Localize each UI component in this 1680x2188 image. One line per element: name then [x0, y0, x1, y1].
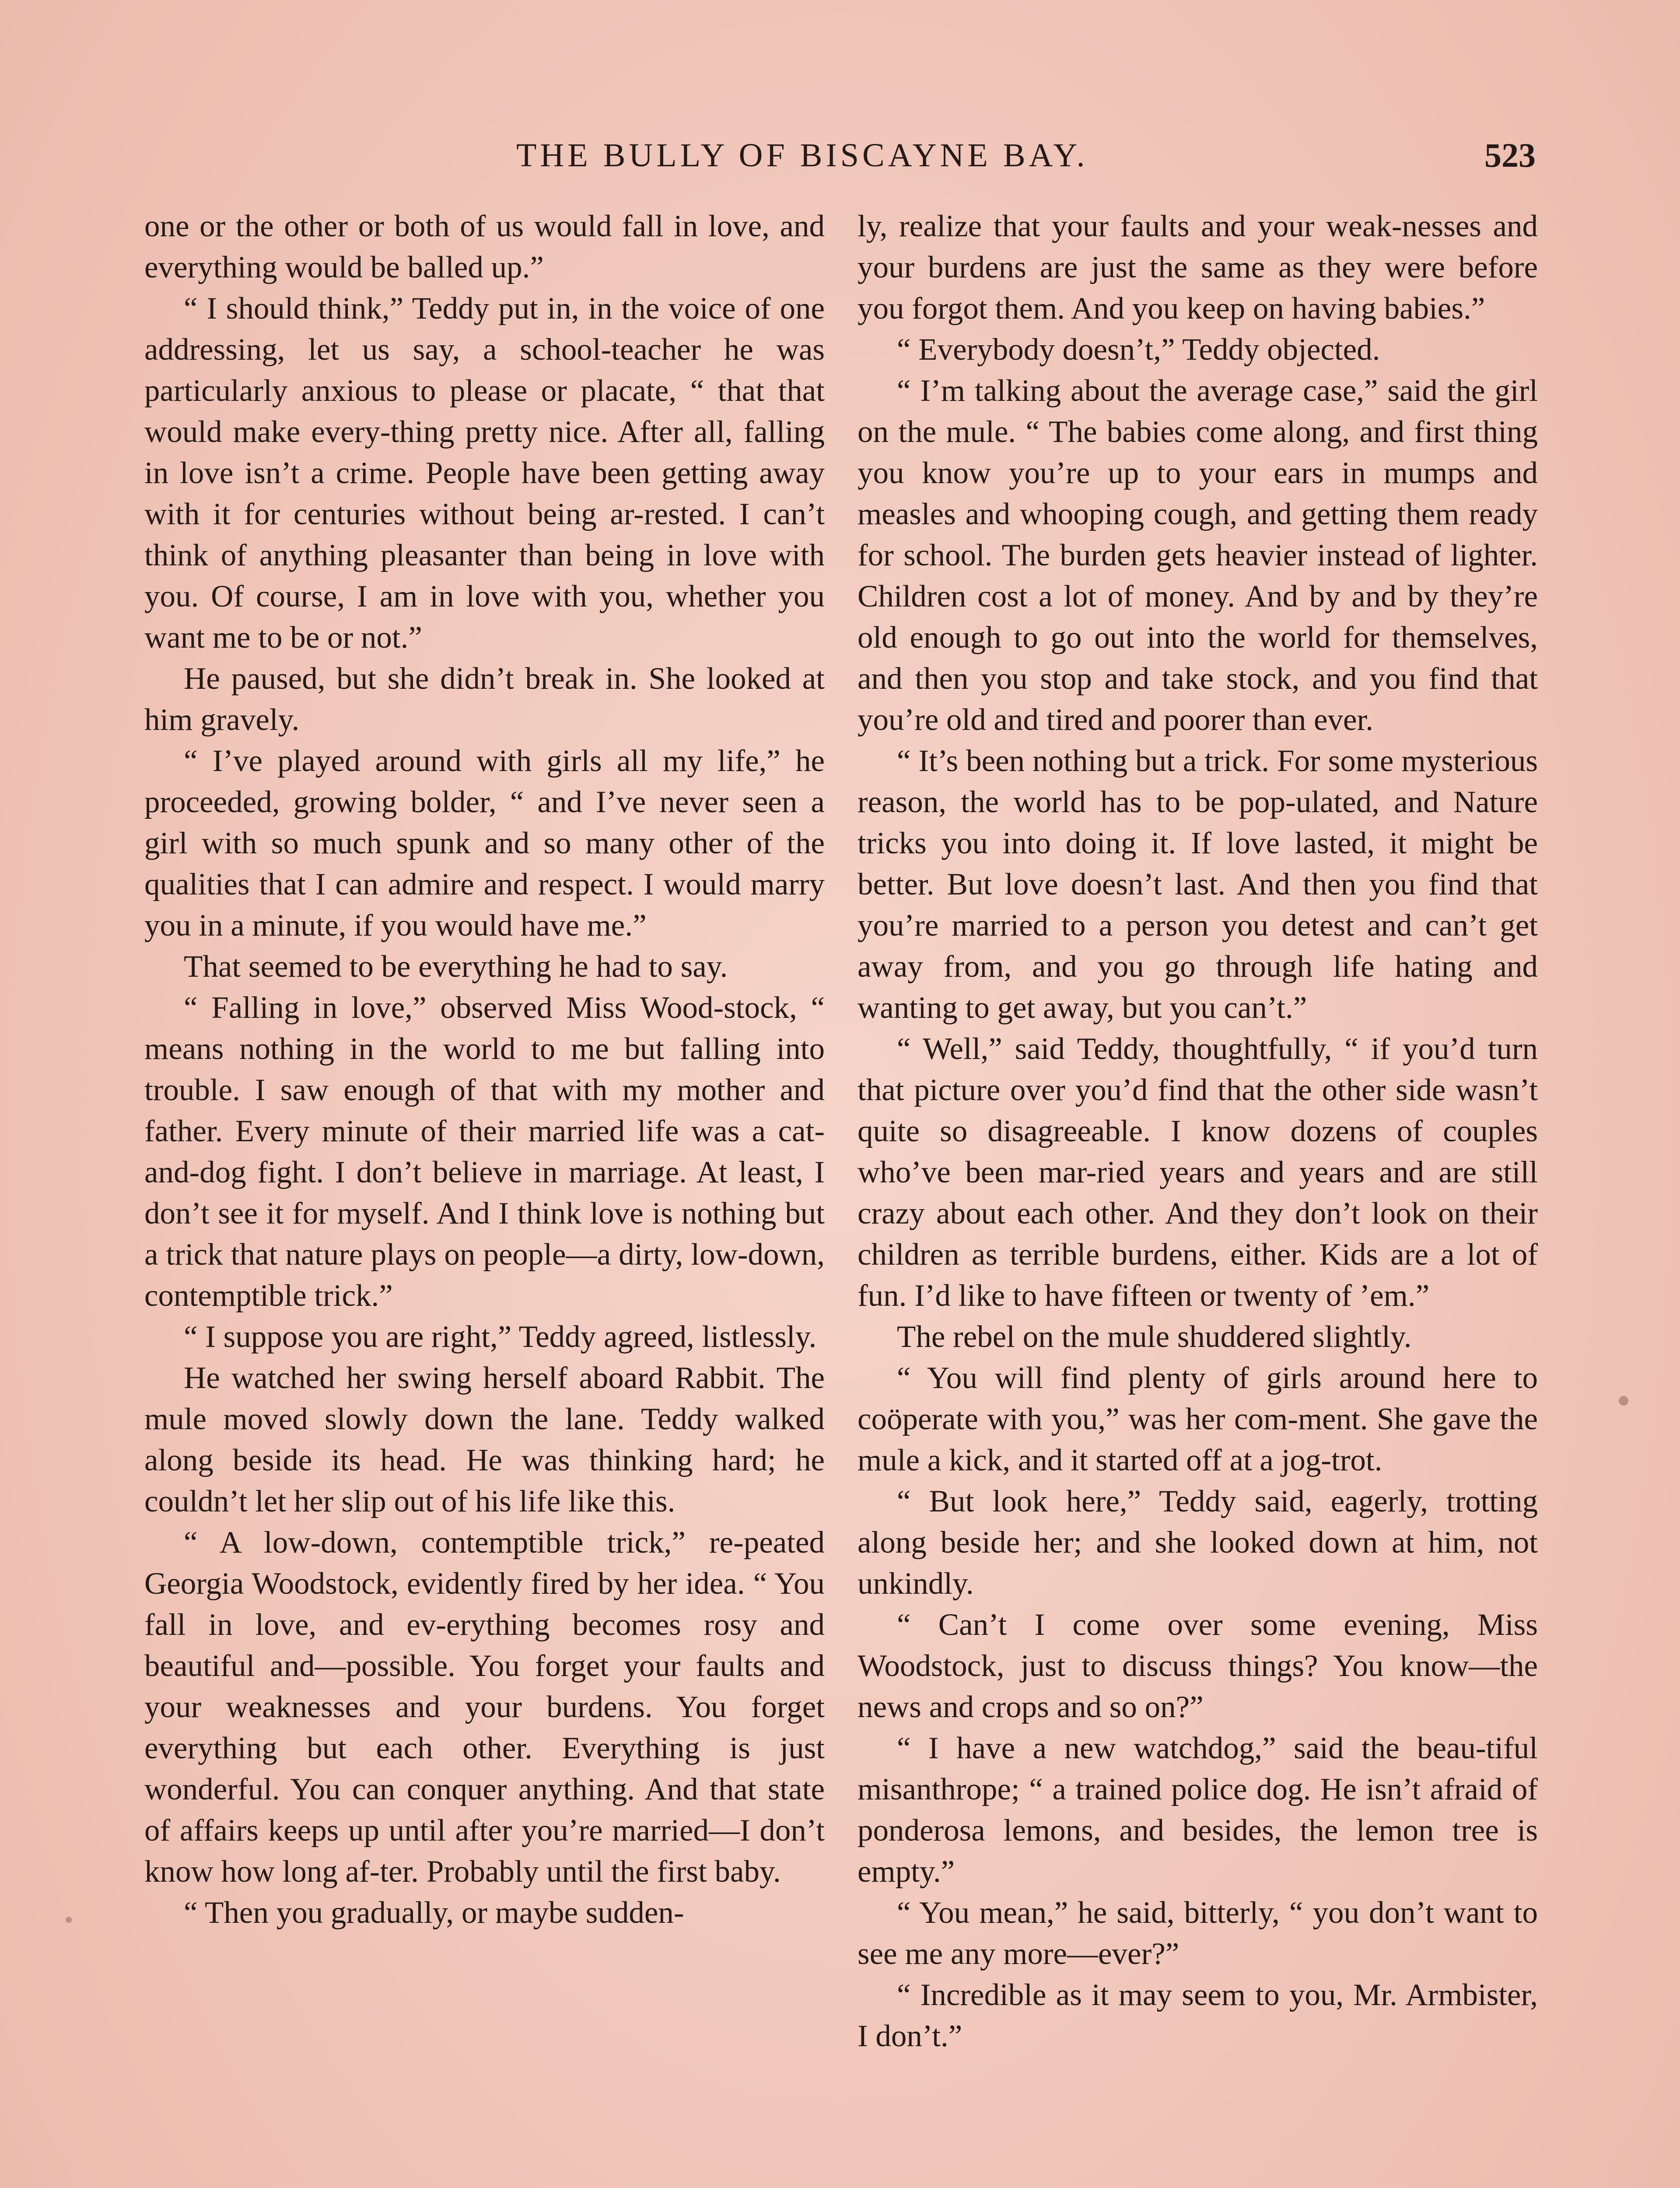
paragraph: “ I should think,” Teddy put in, in the voice of one addressing, let us say, a school-teacher he was particularly anxious to please or placate, “ that that would make every-thing pretty nice. After all, falling in love isn’t a crime. People have been getting away with it for centuries without being ar-rested. I can’t think of anything pleasanter than being in love with you. Of course, I am in love with you, whether you want me to be or not.”: [144, 291, 825, 655]
paragraph: “ I suppose you are right,” Teddy agreed, listlessly.: [184, 1320, 817, 1354]
paper-speck: [66, 1917, 72, 1923]
paragraph: “ I have a new watchdog,” said the beau-tiful misanthrope; “ a trained police dog. He isn’t afraid of ponderosa lemons, and besides, the lemon tree is empty.”: [858, 1731, 1538, 1889]
paragraph: “ Falling in love,” observed Miss Wood-stock, “ means nothing in the world to me but falling into trouble. I saw enough of that with my mother and father. Every minute of their married life was a cat-and-dog fight. I don’t believe in marriage. At least, I don’t see it for myself. And I think love is nothing but a trick that nature plays on people—a dirty, low-down, contemptible trick.”: [144, 991, 825, 1313]
paragraph: ly, realize that your faults and your weak-nesses and your burdens are just the same as they were before you forgot them. And you keep on having babies.”: [858, 209, 1538, 326]
paragraph: “ It’s been nothing but a trick. For some mysterious reason, the world has to be pop-ulated, and Nature tricks you into doing it. If love lasted, it might be better. But love doesn’t last. And then you find that you’re married to a person you detest and can’t get away from, and you go through life hating and wanting to get away, but you can’t.”: [858, 744, 1538, 1025]
running-title: THE BULLY OF BISCAYNE BAY.: [516, 137, 1088, 174]
paragraph: “ I’ve played around with girls all my life,” he proceeded, growing bolder, “ and I’ve never seen a girl with so much spunk and so many other of the qualities that I can admire and respect. I would marry you in a minute, if you would have me.”: [144, 744, 825, 943]
paragraph: “ Well,” said Teddy, thoughtfully, “ if you’d turn that picture over you’d find that the other side wasn’t quite so disagreeable. I know dozens of couples who’ve been mar-ried years and years and are still crazy about each other. And they don’t look on their children as terrible burdens, either. Kids are a lot of fun. I’d like to have fifteen or twenty of ’em.”: [858, 1032, 1538, 1313]
paragraph: He watched her swing herself aboard Rabbit. The mule moved slowly down the lane. Teddy walked along beside its head. He was thinking hard; he couldn’t let her slip out of his life like this.: [144, 1361, 825, 1518]
paragraph: “ You mean,” he said, bitterly, “ you don’t want to see me any more—ever?”: [858, 1896, 1538, 1971]
left-column: [144, 206, 825, 1933]
paragraph: “ Can’t I come over some evening, Miss Woodstock, just to discuss things? You know—the news and crops and so on?”: [858, 1608, 1538, 1724]
paper-speck: [1619, 1396, 1628, 1406]
paragraph: “ A low-down, contemptible trick,” re-peated Georgia Woodstock, evidently fired by her idea. “ You fall in love, and ev-erything becomes rosy and beautiful and—possible. You forget your faults and your weaknesses and your burdens. You forget everything but each other. Everything is just wonderful. You can conquer anything. And that state of affairs keeps up until after you’re married—I don’t know how long af-ter. Probably until the first baby.: [144, 1525, 825, 1889]
right-column: [858, 206, 1538, 2057]
paragraph: “ I’m talking about the average case,” said the girl on the mule. “ The babies come along, and first thing you know you’re up to your ears in mumps and measles and whooping cough, and getting them ready for school. The burden gets heavier instead of lighter. Children cost a lot of money. And by and by they’re old enough to go out into the world for themselves, and then you stop and take stock, and you find that you’re old and tired and poorer than ever.: [858, 374, 1538, 737]
running-head: [0, 131, 1680, 179]
page-number: 523: [1484, 136, 1536, 174]
paragraph: He paused, but she didn’t break in. She looked at him gravely.: [144, 662, 825, 737]
paragraph: The rebel on the mule shuddered slightly.: [897, 1320, 1412, 1354]
paragraph: “ Incredible as it may seem to you, Mr. Armbister, I don’t.”: [858, 1978, 1538, 2053]
paragraph: “ But look here,” Teddy said, eagerly, trotting along beside her; and she looked down at him, not unkindly.: [858, 1484, 1538, 1601]
paragraph: “ Then you gradually, or maybe sudden-: [184, 1896, 684, 1930]
paragraph: That seemed to be everything he had to say.: [184, 950, 728, 984]
paragraph: “ You will find plenty of girls around here to coöperate with you,” was her com-ment. She gave the mule a kick, and it started off at a jog-trot.: [858, 1361, 1538, 1477]
paragraph: one or the other or both of us would fall in love, and everything would be balled up.”: [144, 209, 825, 284]
paragraph: “ Everybody doesn’t,” Teddy objected.: [897, 333, 1380, 367]
